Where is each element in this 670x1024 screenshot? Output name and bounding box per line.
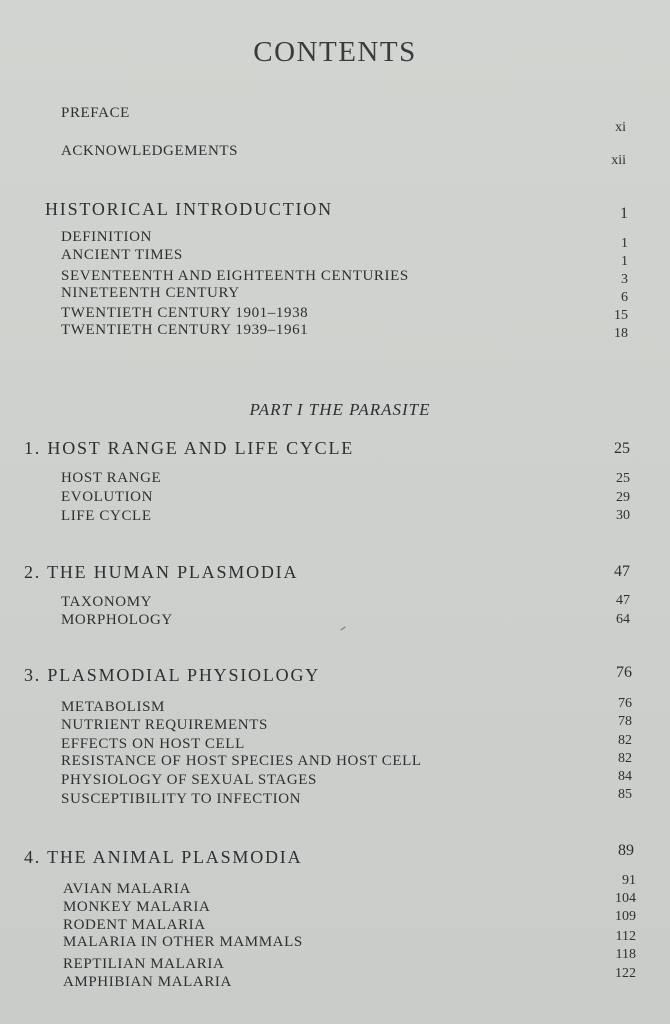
toc-entry: DEFINITION — [61, 229, 152, 245]
toc-entry: SEVENTEENTH AND EIGHTEENTH CENTURIES — [61, 268, 409, 284]
toc-entry: RODENT MALARIA — [63, 917, 206, 933]
toc-entry: AMPHIBIAN MALARIA — [63, 974, 232, 990]
page-number: 29 — [616, 490, 630, 505]
page-number: 1 — [621, 236, 628, 251]
page-number: 122 — [615, 966, 636, 981]
page-number: 1 — [620, 205, 628, 222]
page-title: CONTENTS — [253, 36, 417, 68]
toc-entry: AVIAN MALARIA — [63, 881, 191, 897]
page-number: xii — [611, 153, 626, 168]
page-number: 104 — [615, 891, 636, 906]
page-number: 91 — [622, 873, 636, 888]
toc-entry: TAXONOMY — [61, 594, 153, 610]
toc-entry: MONKEY MALARIA — [63, 899, 211, 915]
page-number: 1 — [621, 254, 628, 269]
page-number: 76 — [616, 664, 632, 681]
toc-entry: METABOLISM — [61, 699, 165, 715]
page-number: 82 — [618, 751, 632, 766]
section-heading: HISTORICAL INTRODUCTION — [45, 199, 333, 219]
toc-entry: NINETEENTH CENTURY — [61, 285, 240, 301]
chapter-heading: 2. THE HUMAN PLASMODIA — [24, 562, 299, 582]
page-number: 47 — [616, 593, 630, 608]
page-number: 25 — [614, 440, 630, 457]
toc-entry: LIFE CYCLE — [61, 508, 152, 524]
toc-entry: REPTILIAN MALARIA — [63, 956, 225, 972]
toc-entry: HOST RANGE — [61, 470, 162, 486]
toc-entry-acknowledgements: ACKNOWLEDGEMENTS — [61, 143, 239, 159]
toc-entry: SUSCEPTIBILITY TO INFECTION — [61, 791, 302, 807]
chapter-heading: 3. PLASMODIAL PHYSIOLOGY — [24, 665, 321, 685]
page-number: 85 — [618, 787, 632, 802]
page-number: 3 — [621, 272, 628, 287]
page-number: 6 — [621, 290, 628, 305]
page-number: 47 — [614, 563, 630, 580]
page-number: 89 — [618, 842, 634, 859]
toc-entry-preface: PREFACE — [61, 105, 130, 121]
page-number: 30 — [616, 508, 630, 523]
page-number: 15 — [614, 308, 628, 323]
toc-entry: TWENTIETH CENTURY 1939–1961 — [61, 322, 309, 338]
chapter-heading: 1. HOST RANGE AND LIFE CYCLE — [24, 438, 355, 458]
page-number: 112 — [615, 929, 636, 944]
toc-entry: ANCIENT TIMES — [61, 247, 183, 263]
toc-entry: EFFECTS ON HOST CELL — [61, 736, 245, 752]
toc-entry: EVOLUTION — [61, 489, 154, 505]
toc-entry: MALARIA IN OTHER MAMMALS — [63, 934, 303, 950]
page-number: 64 — [616, 612, 630, 627]
pencil-mark — [340, 626, 345, 630]
page-number: 25 — [616, 471, 630, 486]
page-number: 78 — [618, 714, 632, 729]
page-number: 109 — [615, 909, 636, 924]
toc-entry: TWENTIETH CENTURY 1901–1938 — [61, 305, 309, 321]
toc-entry: RESISTANCE OF HOST SPECIES AND HOST CELL — [61, 753, 422, 769]
page-number: 84 — [618, 769, 632, 784]
page-number: xi — [615, 120, 626, 135]
toc-entry: MORPHOLOGY — [61, 612, 173, 628]
page-number: 82 — [618, 733, 632, 748]
toc-entry: NUTRIENT REQUIREMENTS — [61, 717, 268, 733]
page-number: 118 — [615, 947, 636, 962]
page-number: 76 — [618, 696, 632, 711]
toc-entry: PHYSIOLOGY OF SEXUAL STAGES — [61, 772, 317, 788]
page-number: 18 — [614, 326, 628, 341]
part-heading: PART I THE PARASITE — [249, 400, 431, 419]
chapter-heading: 4. THE ANIMAL PLASMODIA — [24, 847, 303, 867]
